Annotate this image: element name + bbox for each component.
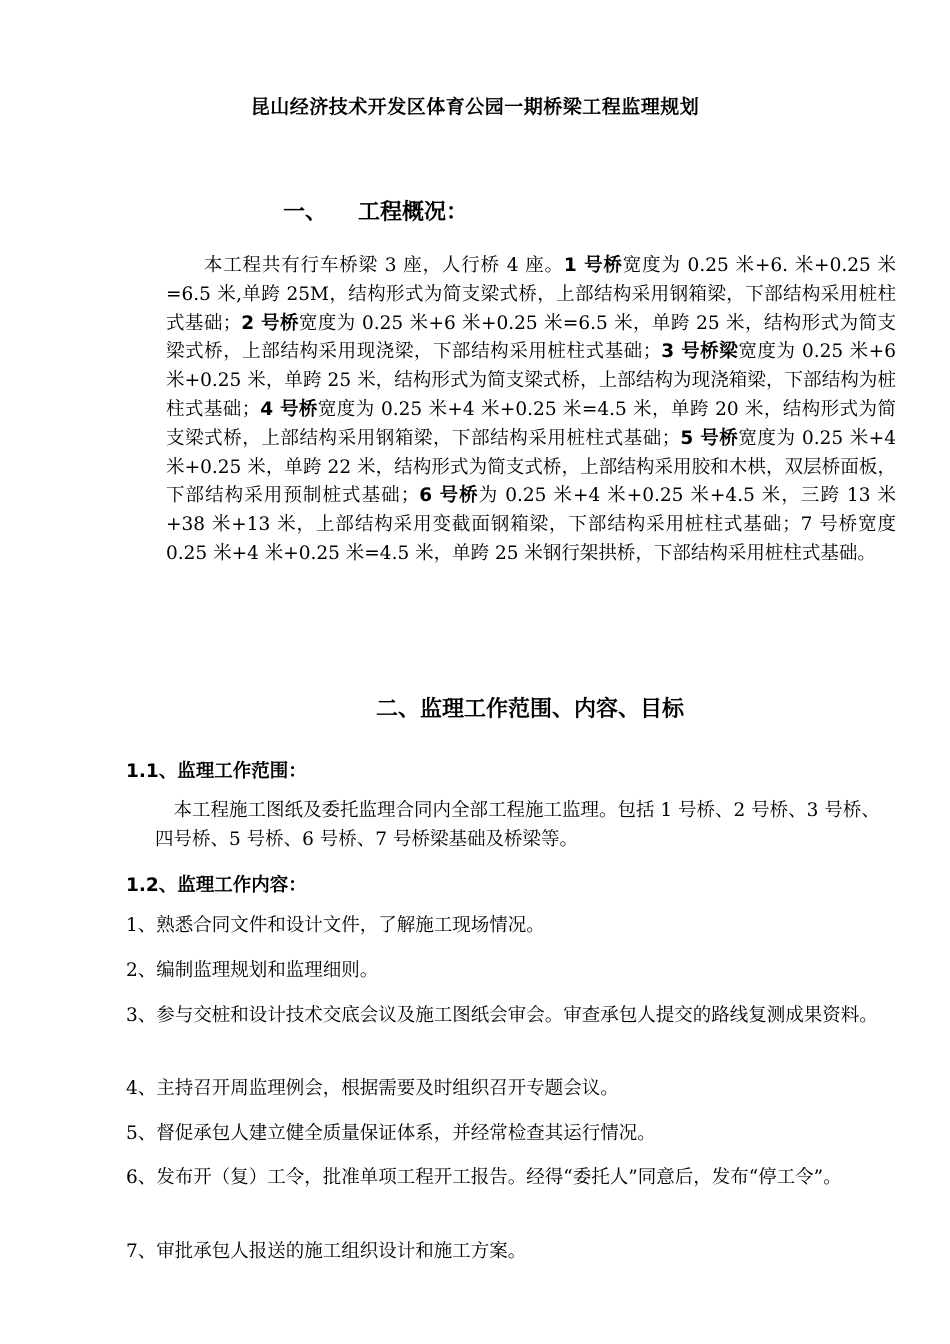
scope-text: 本工程施工图纸及委托监理合同内全部工程施工监理。包括 1 号桥、2 号桥、3 号桥、四号桥、5 号桥、6 号桥、7 号桥梁基础及桥梁等。 <box>155 800 880 850</box>
scope-paragraph <box>155 797 890 855</box>
bridge-4-text: 宽度为 0.25 米+4 米+0.25 米=4.5 米，单跨 20 米，结构形式为简支梁式桥，上部结构采用钢箱梁，下部结构采用桩柱式基础； <box>166 398 896 449</box>
section-1-title: 工程概况： <box>358 200 469 225</box>
bridge-1-text: 宽度为 0.25 米+6. 米+0.25 米=6.5 米,单跨 25M，结构形式为简支梁式桥，上部结构采用钢箱梁，下部结构采用桩柱式基础； <box>166 255 896 334</box>
bridge-3-text: 宽度为 0.25 米+6 米+0.25 米，单跨 25 米，结构形式为简支梁式桥，上部结构为现浇箱梁，下部结构为桩柱式基础； <box>166 341 896 420</box>
bridge-2-text: 宽度为 0.25 米+6 米+0.25 米=6.5 米，单跨 25 米，结构形式为简支梁式桥，上部结构采用现浇梁，下部结构采用桩柱式基础； <box>166 312 896 363</box>
bridge-2-label: 2 号桥 <box>241 312 299 334</box>
bridge-4-label: 4 号桥 <box>260 398 318 420</box>
bridge-5-text: 宽度为 0.25 米+4 米+0.25 米，单跨 22 米，结构形式为简支式桥，上部结构采用胶和木栱，双层桥面板，下部结构采用预制桩式基础； <box>166 427 896 507</box>
section-2-heading: 二、监理工作范围、内容、目标 <box>375 697 684 722</box>
overview-indent <box>166 255 203 276</box>
scope-indent <box>155 800 174 821</box>
project-overview-paragraph <box>166 252 896 569</box>
content-item-7: 7、审批承包人报送的施工组织设计和施工方案。 <box>126 1241 527 1262</box>
bridge-1-label: 1 号桥 <box>563 255 623 276</box>
content-item-3: 3、参与交桩和设计技术交底会议及施工图纸会审会。审查承包人提交的路线复测成果资料。 <box>126 1005 878 1026</box>
section-1-heading <box>283 195 468 226</box>
section-1-number: 一、 <box>283 200 328 225</box>
content-item-5: 5、督促承包人建立健全质量保证体系，并经常检查其运行情况。 <box>126 1123 656 1144</box>
bridge-5-label: 5 号桥 <box>680 427 739 449</box>
document-title: 昆山经济技术开发区体育公园一期桥梁工程监理规划 <box>250 96 700 118</box>
content-heading: 1.2、监理工作内容： <box>126 875 307 896</box>
content-item-6: 6、发布开（复）工令，批准单项工程开工报告。经得“委托人”同意后，发布“停工令”。 <box>126 1167 842 1188</box>
overview-text: 本工程共有行车桥梁 3 座，人行桥 4 座。 <box>203 255 564 276</box>
bridge-6-label: 6 号桥 <box>419 485 479 507</box>
scope-heading: 1.1、监理工作范围： <box>126 761 307 782</box>
content-item-1: 1、熟悉合同文件和设计文件，了解施工现场情况。 <box>126 915 545 936</box>
bridge-3-label: 3 号桥梁 <box>661 341 739 363</box>
content-item-2: 2、编制监理规划和监理细则。 <box>126 960 379 981</box>
bridge-6-7-text: 为 0.25 米+4 米+0.25 米+4.5 米，三跨 13 米+38 米+13 米，上部结构采用变截面钢箱梁，下部结构采用桩柱式基础；7 号桥宽度 0.25 米+4 米+0.25 米=4.5 米，单跨 25 米钢行架拱桥，下部结构采用桩柱式基础。 <box>166 485 896 564</box>
content-item-4: 4、主持召开周监理例会，根据需要及时组织召开专题会议。 <box>126 1078 619 1099</box>
